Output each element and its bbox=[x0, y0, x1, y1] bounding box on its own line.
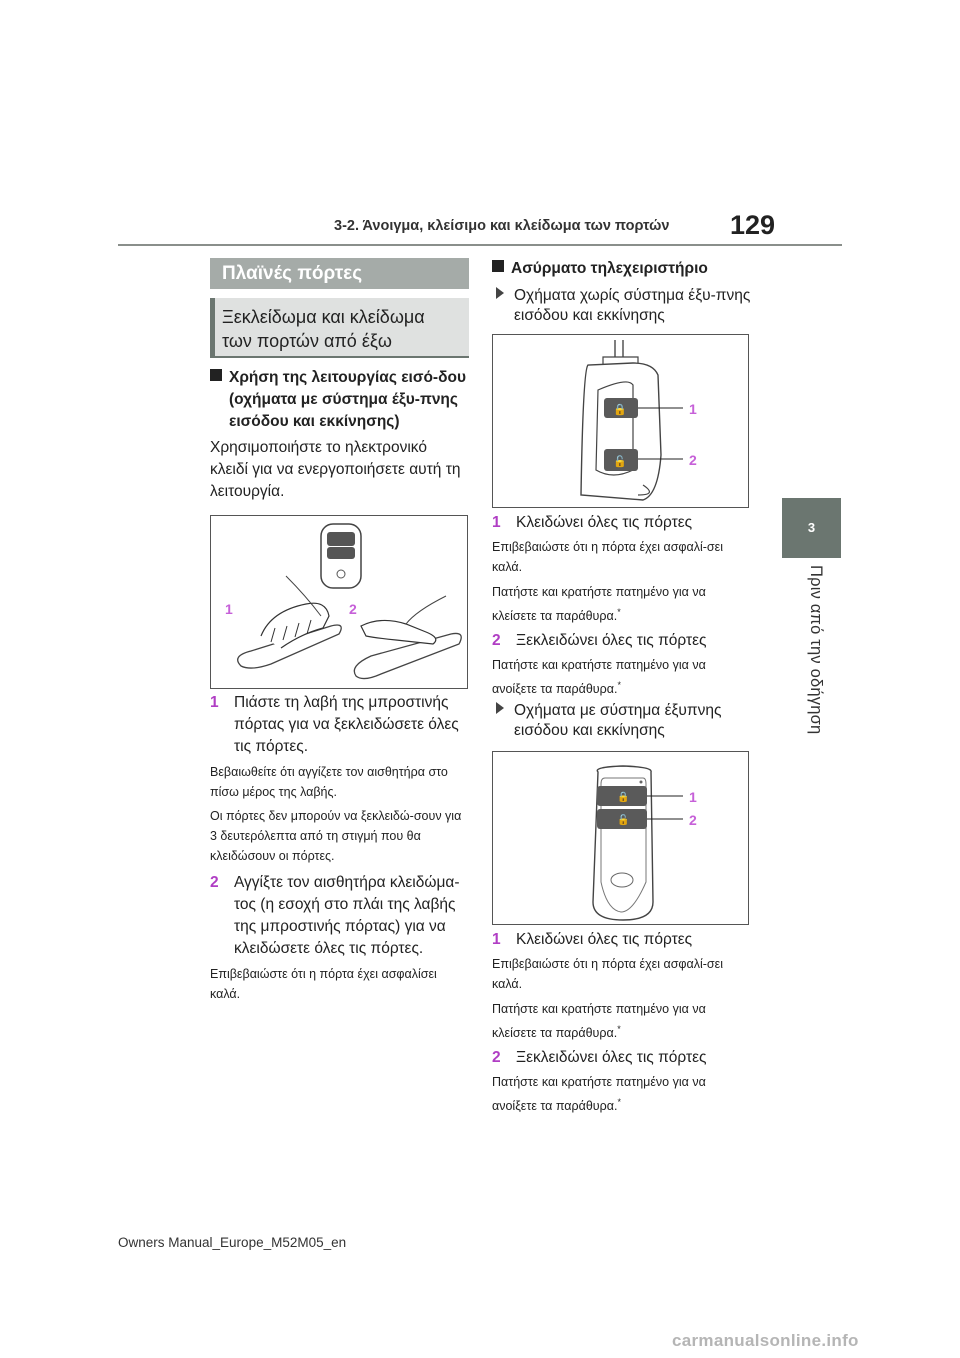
right-item-list-1 bbox=[492, 512, 747, 699]
lock-icon: 🔒 bbox=[613, 403, 627, 416]
subsection-title bbox=[210, 298, 469, 358]
smart-key-figure bbox=[492, 751, 749, 925]
entry-function-heading: Χρήση της λειτουργίας εισό-δου (οχήματα με σύστημα έξυ-πνης εισόδου και εκκίνησης) bbox=[210, 367, 489, 433]
note-text: Πατήστε και κρατήστε πατημένο για να κλείσετε τα παράθυρα.* bbox=[492, 585, 706, 624]
figure-label-2: 2 bbox=[689, 452, 697, 468]
lock-icon: 🔒 bbox=[617, 792, 630, 803]
footer-text: Owners Manual_Europe_M52M05_en bbox=[118, 1235, 347, 1250]
list-item: 2 Ξεκλειδώνει όλες τις πόρτες bbox=[492, 1047, 747, 1069]
flip-key-illustration bbox=[493, 335, 748, 507]
figure-label-1: 1 bbox=[225, 601, 233, 617]
item-number: 1 bbox=[210, 694, 219, 711]
watermark-link[interactable]: carmanualsonline.info bbox=[672, 1331, 859, 1350]
chapter-tab: 3 bbox=[782, 498, 841, 558]
unlock-icon: 🔓 bbox=[617, 815, 630, 826]
wireless-remote-heading: Ασύρματο τηλεχειριστήριο bbox=[492, 258, 752, 280]
note-text: Επιβεβαιώστε ότι η πόρτα έχει ασφαλί-σει καλά. bbox=[492, 957, 723, 991]
figure-label-2: 2 bbox=[349, 601, 357, 617]
figure-label-1: 1 bbox=[689, 401, 697, 417]
list-item: 2 Αγγίξτε τον αισθητήρα κλειδώμα-τος (η εσοχή στο πλάι της λαβής της μπροστινής πόρτας) για να κλειδώσετε όλες τις πόρτες. bbox=[210, 874, 460, 957]
note-text: Πατήστε και κρατήστε πατημένο για να ανοίξετε τα παράθυρα.* bbox=[492, 1075, 706, 1114]
subsection-title: Οχήματα με σύστημα έξυπνης εισόδου και εκκίνησης bbox=[496, 701, 764, 741]
item-number: 2 bbox=[492, 1049, 501, 1067]
subsection-title-line1: Ξεκλείδωμα και κλείδωμα bbox=[222, 307, 425, 327]
figure-label-1: 1 bbox=[689, 789, 697, 805]
list-item: 1 Κλειδώνει όλες τις πόρτες bbox=[492, 512, 747, 534]
flip-key-figure bbox=[492, 334, 749, 508]
subsection-title: Οχήματα χωρίς σύστημα έξυ-πνης εισόδου και εκκίνησης bbox=[496, 286, 764, 326]
item-number: 1 bbox=[492, 514, 501, 531]
item-number: 2 bbox=[492, 632, 501, 650]
unlock-icon: 🔓 bbox=[613, 455, 627, 468]
note-text: Πατήστε και κρατήστε πατημένο για να κλείσετε τα παράθυρα.* bbox=[492, 1002, 706, 1041]
square-bullet-icon bbox=[492, 260, 504, 272]
header-rule bbox=[118, 244, 842, 246]
page-number: 129 bbox=[730, 210, 776, 240]
item-number: 1 bbox=[492, 931, 501, 948]
figure-label-2: 2 bbox=[689, 812, 697, 828]
note-text: Επιβεβαιώστε ότι η πόρτα έχει ασφαλί-σει καλά. bbox=[492, 540, 723, 574]
running-header: 3-2. Άνοιγμα, κλείσιμο και κλείδωμα των πορτών bbox=[334, 218, 670, 234]
note-text: Βεβαιωθείτε ότι αγγίζετε τον αισθητήρα στο πίσω μέρος της λαβής. bbox=[210, 765, 448, 799]
item-number: 2 bbox=[210, 874, 219, 891]
section-title: Πλαϊνές πόρτες bbox=[210, 258, 469, 289]
list-item: 1 Πιάστε τη λαβή της μπροστινής πόρτας για να ξεκλειδώσετε όλες τις πόρτες. bbox=[210, 694, 459, 755]
square-bullet-icon bbox=[210, 369, 222, 381]
note-text: Πατήστε και κρατήστε πατημένο για να ανοίξετε τα παράθυρα.* bbox=[492, 658, 706, 697]
door-handle-figure bbox=[210, 515, 468, 689]
note-text: Επιβεβαιώστε ότι η πόρτα έχει ασφαλίσει καλά. bbox=[210, 967, 437, 1001]
triangle-bullet-icon bbox=[496, 287, 504, 299]
subsection-title-line2: των πορτών από έξω bbox=[222, 331, 392, 351]
note-text: Οι πόρτες δεν μπορούν να ξεκλειδώ-σουν για 3 δευτερόλεπτα από τη στιγμή που θα κλειδώσουν οι πόρτες. bbox=[210, 809, 462, 863]
triangle-bullet-icon bbox=[496, 702, 504, 714]
list-item: 1 Κλειδώνει όλες τις πόρτες bbox=[492, 929, 747, 951]
chapter-title: Πριν από την οδήγηση bbox=[807, 565, 825, 735]
door-handle-illustration bbox=[211, 516, 467, 688]
smart-key-illustration bbox=[493, 752, 748, 924]
left-item-list bbox=[210, 692, 465, 1004]
right-item-list-2 bbox=[492, 929, 747, 1116]
list-item: 2 Ξεκλειδώνει όλες τις πόρτες bbox=[492, 630, 747, 652]
intro-text: Χρησιμοποιήστε το ηλεκτρονικό κλειδί για να ενεργοποιήσετε αυτή τη λειτουργία. bbox=[210, 439, 461, 500]
